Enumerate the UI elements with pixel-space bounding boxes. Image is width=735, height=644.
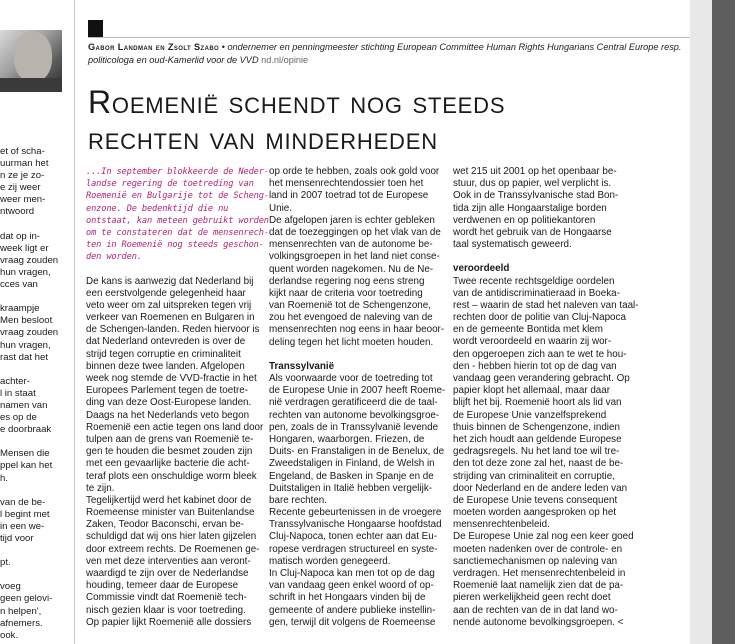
text-line: mensenrechten van de autonome be- (269, 239, 433, 251)
previous-article-line (0, 291, 74, 303)
previous-article-line (0, 545, 74, 557)
text-line: blijft het bij. Roemenië hoort als lid van (453, 397, 622, 409)
text-line: de Europese Unie tevens consequent (453, 494, 618, 506)
text-line: veto weer om zal uitspreken tegen vrij (86, 299, 252, 311)
previous-article-line: in een we- (0, 520, 45, 532)
previous-article-line: hun vragen, (0, 339, 51, 351)
text-line: Commissie vindt dat Roemenië tech- (86, 592, 247, 604)
previous-article-line (0, 436, 74, 448)
previous-article-line: week ligt er (0, 242, 49, 254)
text-line: deling tegen het licht moeten houden. (269, 336, 434, 348)
lede-line: om te constateren dat de mensenrech- (86, 227, 269, 238)
text-line: wet 215 uit 2001 op het openbaar be- (453, 166, 617, 177)
previous-article-line: l begint met (0, 508, 50, 520)
page-gutter (690, 0, 712, 644)
text-line: Twee recente rechtsgeldige oordelen (453, 275, 615, 287)
text-line: ding van deze Oost-Europese landen. (86, 397, 252, 409)
text-line: te zijn. (86, 482, 115, 494)
text-line: van vandaag geen enkel woord of op- (269, 580, 434, 592)
previous-article-line: vraag zouden (0, 327, 59, 339)
lede-line: Roemenië en Bulgarije tot de Scheng- (86, 191, 269, 202)
text-line: mensenrechtenbeleid. (453, 519, 550, 531)
text-line: strijding van criminaliteit en corruptie, (453, 470, 615, 482)
text-line: mensenrechten nog eens in haar beoor- (269, 324, 445, 336)
previous-article-line: et of scha- (0, 146, 45, 157)
byline-site-link[interactable]: nd.nl/opinie (261, 55, 309, 65)
text-line: schuldigd dat wij ons hier laten gijzelen (86, 531, 257, 543)
text-line: de Schengen-landen. Reden hiervoor is (86, 324, 260, 336)
previous-article-line: voeg (0, 581, 21, 593)
text-line: strijd tegen corruptie en criminaliteit (86, 348, 241, 360)
previous-article-line: Mensen die (0, 448, 50, 460)
text-line: Cluj-Napoca, tonen echter aan dat Eu- (269, 531, 437, 543)
text-line: tida zijn alle Hongaarstalige borden (453, 202, 607, 214)
text-line: op orde te hebben, zoals ook gold voor (269, 166, 440, 177)
text-line: De Europese Unie zal nog een keer goed (453, 531, 634, 543)
text-line: ven met deze interventies aan veront- (86, 555, 251, 567)
previous-article-line: ntwoord (0, 206, 35, 218)
article-column-1 (86, 166, 269, 629)
text-line: het zich houdt aan geldende Europese (453, 433, 622, 445)
page-edge (712, 0, 735, 644)
text-line: den opgeroepen zich aan te wet te hou- (453, 348, 627, 360)
text-line: matisch worden genegeerd. (269, 555, 391, 567)
article-column-2 (269, 166, 449, 629)
text-line: het mensenrechtendossier toen het (269, 178, 424, 190)
column-2-body (269, 166, 449, 349)
text-line: gemeente of andere publieke instellin- (269, 604, 436, 616)
previous-article-line (0, 364, 74, 376)
text-line: Duitstaligen in Italië hebben vergelijk- (269, 482, 433, 494)
text-line: de Europese Unie vanzelfsprekend (453, 409, 607, 421)
text-line: Europees Parlement tegen de toetre- (86, 385, 248, 397)
text-line: Roemenië een actie tegen ons land door (86, 421, 264, 433)
headline-line-2: rechten van minderheden (88, 120, 438, 156)
text-line: dat Nederland ontevreden is over de (86, 336, 246, 348)
text-line: met een gevaarlijke bacterie die acht- (86, 458, 250, 470)
text-line: De afgelopen jaren is echter gebleken (269, 214, 435, 226)
text-line: wordt veroordeeld en waarin zij wor- (453, 336, 612, 348)
text-line: De kans is aanwezig dat Nederland bij (86, 275, 254, 287)
previous-article-line: rast dat het (0, 351, 48, 363)
previous-article-line: afnemers. (0, 617, 43, 629)
lede-line: landse regering de toetreding van (86, 179, 254, 190)
text-line: stuur, dus op papier, wel verplicht is. (453, 178, 612, 190)
text-line: gen, terwijl dit volgens de Roemeense (269, 616, 436, 628)
text-line: nisch gezien klaar is voor toetreding. (86, 604, 246, 616)
previous-article-line (0, 569, 74, 581)
article-headline (88, 84, 718, 156)
section-marker (88, 20, 103, 38)
text-line: Roemenië laat namelijk zien dat de pa- (453, 580, 624, 592)
text-line: den - hebben hierin tot op de dag van (453, 360, 617, 372)
previous-article-line: n helpen', (0, 605, 42, 617)
text-line: Tegelijkertijd werd het kabinet door de (86, 494, 252, 506)
text-line: Unie. (269, 202, 292, 214)
text-line: rechten door de politie van Cluj-Napoca (453, 312, 626, 324)
previous-article-line: ook. (0, 629, 19, 641)
previous-article-line: tijd voor (0, 533, 34, 544)
text-line: volkingsgroepen in het land niet conse- (269, 251, 440, 263)
text-line: land in 2007 toetrad tot de Europese (269, 190, 429, 202)
previous-article-line: n ze je zo- (0, 170, 45, 182)
previous-article-line: h. (0, 472, 9, 484)
text-line: sanctiemechanismen op naleving van (453, 555, 618, 567)
text-line: Zweedstaligen in Finland, de Welsh in (269, 458, 435, 470)
text-line: moeten nadenken over de controle- en (453, 543, 623, 555)
previous-article-text (0, 146, 74, 642)
byline-authors: Gabor Landman en Zsolt Szabo (88, 42, 220, 52)
previous-article-line: achter- (0, 375, 30, 387)
text-line: zou het evengoed de naleving van de (269, 312, 433, 324)
previous-article-line: l in staat (0, 387, 36, 399)
text-line: thuis binnen de Schengenzone, indien (453, 421, 620, 433)
headline-line-1: Roemenië schendt nog steeds (88, 84, 506, 120)
text-line: Roemeense minister van Buitenlandse (86, 507, 255, 519)
previous-article-line: es op de (0, 412, 37, 424)
column-3-body (453, 166, 633, 251)
text-line: bare rechten. (269, 494, 328, 506)
author-photo (0, 30, 62, 92)
text-line: gedragsregels. Nu het land toe wil tre- (453, 446, 620, 458)
text-line: nië verdragen geratificeerd die de taal- (269, 397, 438, 409)
text-line: teraf plots een onschuldige worm bleek (86, 470, 257, 482)
text-line: rest – waarin de stad het naleven van taal- (453, 299, 639, 311)
text-line: binnen deze twee landen. Afgelopen (86, 360, 245, 372)
text-line: rechten van autonome bevolkingsgroe- (269, 409, 440, 421)
text-line: Ook in de Transsylvanische stad Bon- (453, 190, 619, 202)
previous-article-line: weer men- (0, 194, 46, 206)
lede-line: ...In september blokkeerde de Neder- (86, 167, 269, 177)
text-line: van de antidiscriminatieraad in Boeka- (453, 287, 620, 299)
text-line: verdwenen en op politiekantoren (453, 214, 596, 226)
lede-line: enzone. De bedenktijd die nu (86, 203, 229, 214)
previous-article-line: kraampje (0, 303, 40, 315)
text-line: houding, temeer daar de Europese (86, 580, 239, 592)
lede-line: den worden. (86, 252, 142, 263)
text-line: pieren werkelijkheid geen recht doet (453, 592, 611, 604)
previous-article-line (0, 485, 74, 497)
text-line: Daags na het Nederlands veto begon (86, 409, 250, 421)
text-line: Als voorwaarde voor de toetreding tot (269, 373, 433, 384)
text-line: vandaag geen verandering gebracht. Op (453, 373, 630, 384)
text-line: Transsylvanische Hongaarse hoofdstad (269, 519, 442, 531)
text-line: Op papier lijkt Roemenië alle dossiers (86, 616, 252, 628)
previous-article-line: geen gelovi- (0, 593, 53, 605)
text-line: week nog stemde de VVD-fractie in het (86, 373, 257, 384)
text-line: waardigd te zijn over de Nederlandse (86, 568, 249, 579)
text-line: den tot deze zone zal het, naast de be- (453, 458, 624, 470)
previous-article-line: vraag zouden (0, 254, 59, 266)
previous-article-line: uurman het (0, 158, 49, 170)
column-1-body (86, 275, 264, 629)
byline (88, 41, 708, 67)
text-line: papier klopt het allemaal, maar daar (453, 385, 611, 397)
lede-line: ontstaat, kan meteen gebruikt worden (86, 215, 269, 226)
text-line: Engeland, de Basken in Spanje en de (269, 470, 434, 482)
text-line: wordt het gebruik van de Hongaarse (453, 226, 612, 238)
column-3-body-continued (453, 275, 639, 629)
text-line: aan de rechten van de in dat land wo- (453, 604, 618, 616)
subheading-veroordeeld: veroordeeld (453, 263, 510, 275)
text-line: ropese verdragen structureel en syste- (269, 543, 438, 555)
text-line: verkeer van Roemenen en Bulgaren in (86, 312, 255, 324)
text-line: taal systematisch geweerd. (453, 239, 572, 251)
text-line: Duits- en Franstaligen in de Benelux, de (269, 446, 445, 458)
previous-article-line: cces van (0, 279, 38, 291)
text-line: de Europese Unie in 2007 heeft Roeme- (269, 385, 446, 397)
previous-article-column (0, 0, 75, 644)
text-line: door Nederland en de andere leden van (453, 482, 628, 494)
previous-article-line: pt. (0, 557, 11, 569)
text-line: moeten worden aangesproken op het (453, 507, 617, 519)
text-line: derlandse regering nog eens streng (269, 275, 425, 287)
text-line: quent worden nagekomen. Nu de Ne- (269, 263, 434, 275)
lede-line: ten in Roemenië nog steeds geschon- (86, 240, 264, 251)
text-line: van Roemenië tot de Schengenzone, (269, 300, 431, 312)
text-line: Zaken, Teodor Baconschi, ervan be- (86, 519, 244, 531)
text-line: verdragen. Het mensenrechtenbeleid in (453, 568, 626, 579)
text-line: gen te houden die besmet zouden zijn (86, 446, 253, 458)
text-line: pen, zoals de in Transsylvanië levende (269, 421, 439, 433)
text-line: en de gemeente Bontida met klem (453, 324, 603, 336)
previous-article-line: namen van (0, 399, 48, 411)
previous-article-line: hun vragen, (0, 266, 51, 278)
column-2-body-continued (269, 373, 449, 629)
text-line: tulpen aan de grens van Roemenië te- (86, 433, 254, 445)
previous-article-line (0, 219, 74, 231)
text-line: dat de toezeggingen op het vlak van de (269, 226, 441, 238)
article-column-3 (453, 166, 639, 629)
top-divider (88, 37, 708, 38)
byline-description: • ondernemer en penningmeester stichting European Committee Human Rights Hungarians Central Europe resp. politicologa en oud-Kamerlid voor de VVD (88, 42, 682, 65)
text-line: Recente gebeurtenissen in de vroegere (269, 507, 442, 519)
previous-article-line: e zij weer (0, 182, 41, 194)
text-line: een eerstvolgende gelegenheid haar (86, 287, 246, 299)
previous-article-line: ppel kan het (0, 460, 53, 472)
text-line: door extreem rechts. De Roemenen ge- (86, 543, 260, 555)
text-line: nende autonome bevolkingsgroepen. < (453, 616, 624, 628)
previous-article-line: dat op in- (0, 230, 41, 242)
text-line: Hongaren, waarborgen. Friezen, de (269, 433, 425, 445)
previous-article-line: e doorbraak (0, 424, 52, 436)
previous-article-line: Men besloot (0, 315, 53, 327)
text-line: In Cluj-Napoca kan men tot op de dag (269, 568, 435, 579)
text-line: kijkt naar de criteria voor toetreding (269, 287, 423, 299)
text-line: schrift in het Hongaars vinden bij de (269, 592, 426, 604)
article-lede (86, 166, 269, 264)
subheading-transsylvanie: Transsylvanië (269, 360, 335, 372)
previous-article-line: van de be- (0, 496, 46, 508)
